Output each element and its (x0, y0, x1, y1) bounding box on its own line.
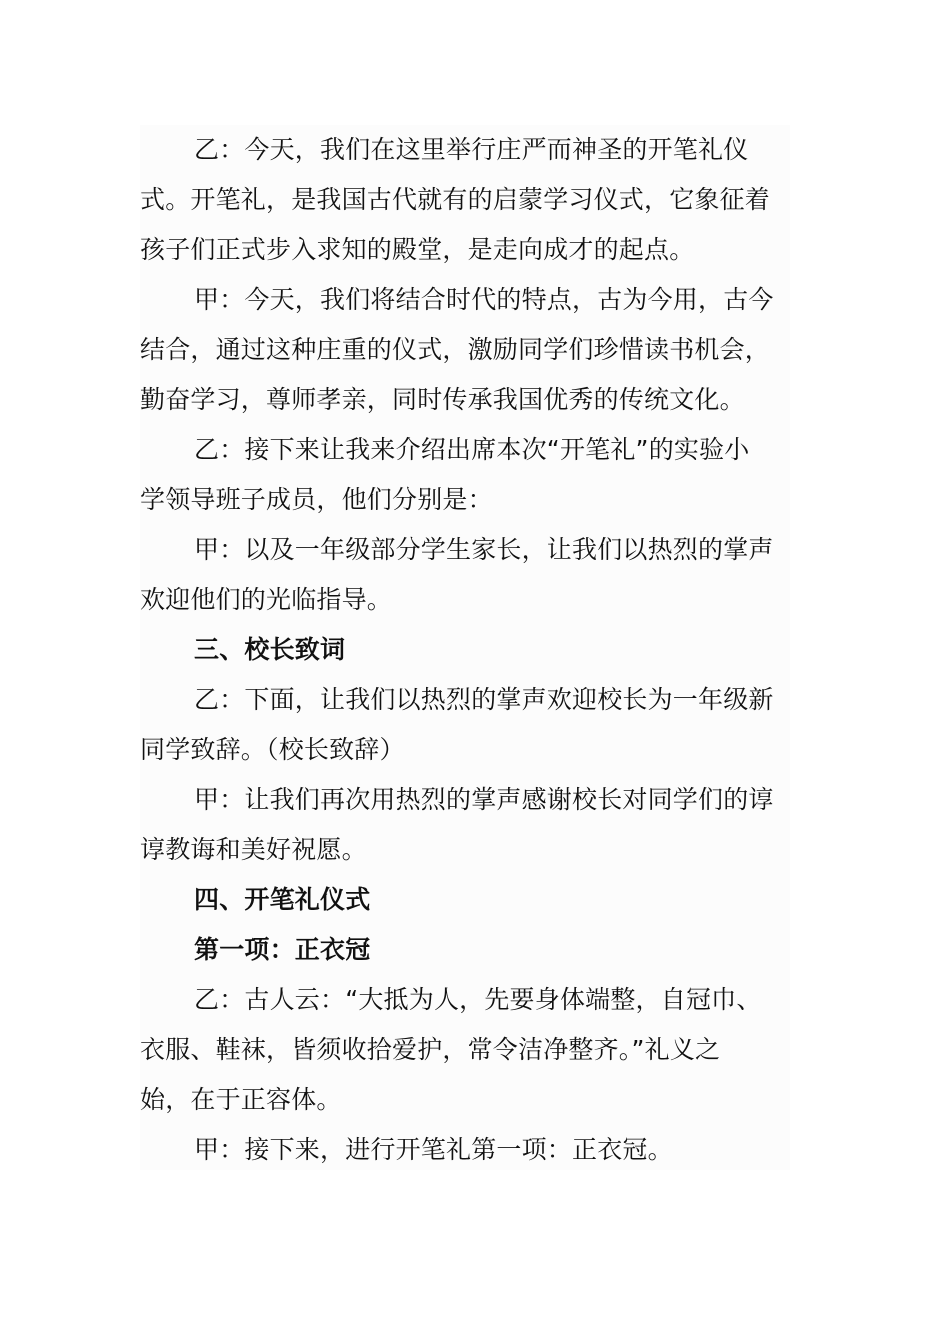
paragraph-line: 乙：古人云：“大抵为人，先要身体端整，自冠巾、 (194, 985, 762, 1014)
section-heading: 三、校长致词 (194, 635, 346, 664)
paragraph-line: 甲：接下来，进行开笔礼第一项：正衣冠。 (194, 1135, 673, 1164)
paragraph-line: 衣服、鞋袜，皆须收拾爱护，常令洁净整齐。”礼义之 (140, 1035, 721, 1064)
paragraph-line: 甲：让我们再次用热烈的掌声感谢校长对同学们的谆 (194, 785, 774, 814)
paragraph-line: 同学致辞。（校长致辞） (140, 735, 405, 764)
section-heading: 四、开笔礼仪式 (194, 885, 371, 914)
paragraph-line: 始，在于正容体。 (140, 1085, 342, 1114)
paragraph-line: 欢迎他们的光临指导。 (140, 585, 393, 614)
paragraph-line: 孩子们正式步入求知的殿堂，是走向成才的起点。 (140, 235, 695, 264)
paragraph-line: 乙：今天，我们在这里举行庄严而神圣的开笔礼仪 (194, 135, 749, 164)
paragraph-line: 甲：以及一年级部分学生家长，让我们以热烈的掌声 (194, 535, 774, 564)
paragraph-line: 乙：接下来让我来介绍出席本次“开笔礼”的实验小 (194, 435, 750, 464)
paragraph-line: 乙：下面，让我们以热烈的掌声欢迎校长为一年级新 (194, 685, 774, 714)
paragraph-line: 谆教诲和美好祝愿。 (140, 835, 367, 864)
document-body (140, 125, 790, 1170)
subsection-heading: 第一项：正衣冠 (194, 935, 371, 964)
paragraph-line: 式。开笔礼，是我国古代就有的启蒙学习仪式，它象征着 (140, 185, 771, 214)
paragraph-line: 结合，通过这种庄重的仪式，激励同学们珍惜读书机会， (140, 335, 771, 364)
paragraph-line: 勤奋学习，尊师孝亲，同时传承我国优秀的传统文化。 (140, 385, 745, 414)
paragraph-line: 学领导班子成员，他们分别是： (140, 485, 493, 514)
paragraph-line: 甲：今天，我们将结合时代的特点，古为今用，古今 (194, 285, 774, 314)
